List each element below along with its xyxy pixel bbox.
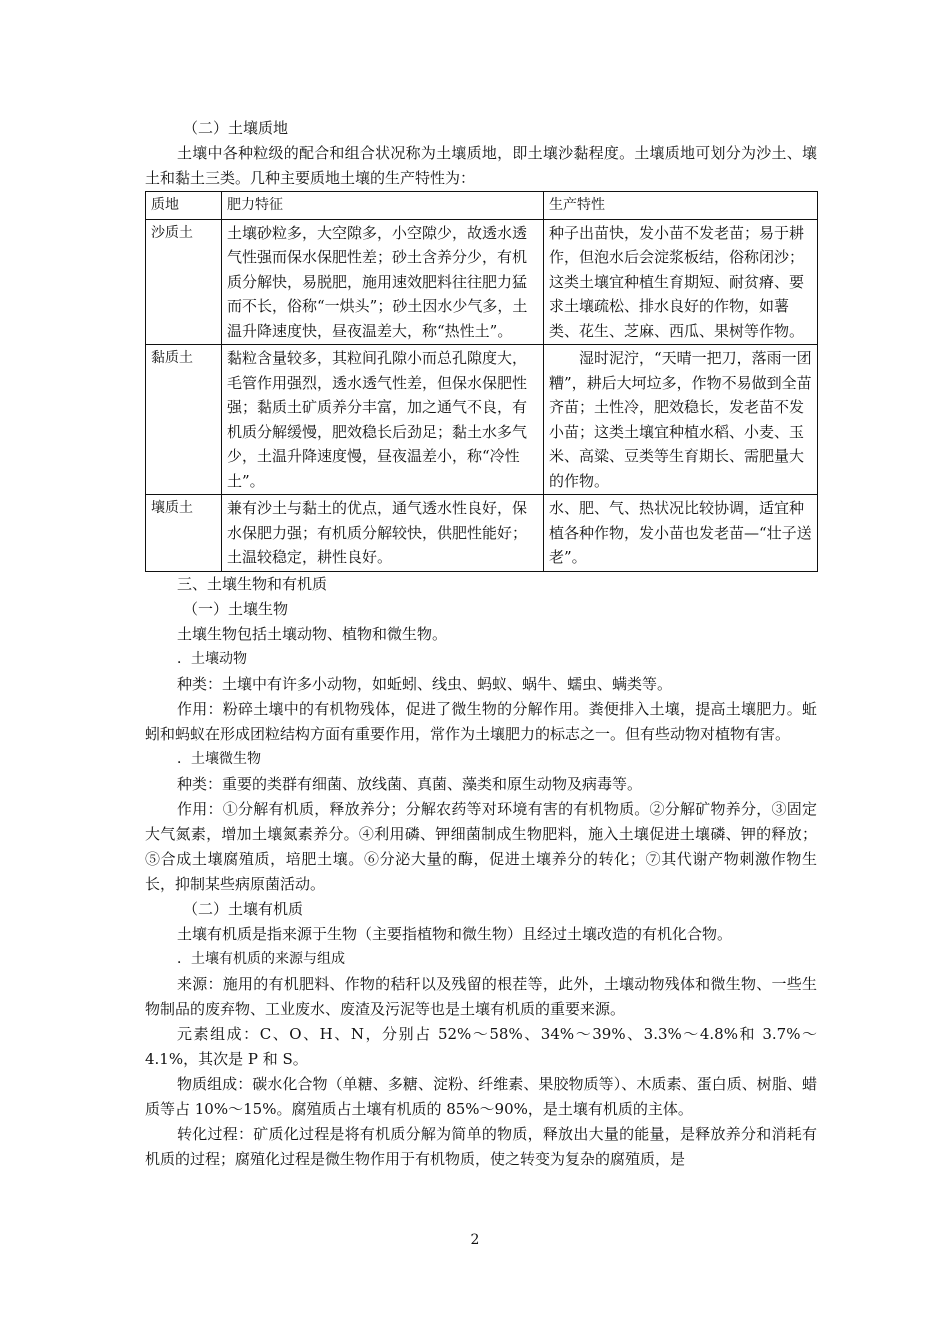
organic-transform: 转化过程：矿质化过程是将有机质分解为简单的物质，释放出大量的能量，是释放养分和消耗有机质的过程；腐殖化过程是微生物作用于有机物质，使之转变为复杂的腐殖质，是 [145,1124,817,1168]
row-production: 湿时泥泞，“天晴一把刀，落雨一团糟”，耕后大坷垃多，作物不易做到全苗齐苗；土性冷，肥效稳长，发老苗不发小苗；这类土壤宜种植水稻、小麦、玉米、高粱、豆类等生育期长、需肥量大的作物。 [544,345,818,495]
organic-heading: （二）土壤有机质 [183,899,304,918]
section-title-biology: 三、土壤生物和有机质 [177,574,328,593]
document-page [145,116,817,1172]
table-row [146,219,818,345]
animals-title: ．土壤动物 [177,650,247,667]
row-production: 水、肥、气、热状况比较协调，适宜种植各种作物，发小苗也发老苗—“壮子送老”。 [544,495,818,572]
micro-types: 种类：重要的类群有细菌、放线菌、真菌、藻类和原生动物及病毒等。 [177,774,643,793]
organic-source-title: ．土壤有机质的来源与组成 [177,950,345,967]
header-fertility: 肥力特征 [222,192,544,220]
page-number: 2 [470,1232,480,1248]
header-production: 生产特性 [544,192,818,220]
animals-types: 种类：土壤中有许多小动物，如蚯蚓、线虫、蚂蚁、蜗牛、蠕虫、螨类等。 [177,674,673,693]
row-fertility: 黏粒含量较多，其粒间孔隙小而总孔隙度大，毛管作用强烈，透水透气性差，但保水保肥性强；黏质土矿质养分丰富，加之通气不良，有机质分解缓慢，肥效稳长后劲足；黏土水多气少，土温升降速度慢，昼夜温差小，称“冷性土”。 [222,345,544,495]
table-header-row [146,192,818,220]
micro-role: 作用：①分解有机质，释放养分；分解农药等对环境有害的有机物质。②分解矿物养分，③固定大气氮素，增加土壤氮素养分。④利用磷、钾细菌制成生物肥料，施入土壤促进土壤磷、钾的释放；⑤合成土壤腐殖质，培肥土壤。⑥分泌大量的酶，促进土壤养分的转化；⑦其代谢产物刺激作物生长，抑制某些病原菌活动。 [145,799,817,893]
animals-role: 作用：粉碎土壤中的有机物残体，促进了微生物的分解作用。粪便排入土壤，提高土壤肥力。蚯蚓和蚂蚁在形成团粒结构方面有重要作用，常作为土壤肥力的标志之一。但有些动物对植物有害。 [145,699,817,743]
row-name: 黏质土 [146,345,222,495]
table-row [146,345,818,495]
micro-title: ．土壤微生物 [177,750,261,767]
biology-intro: 土壤生物包括土壤动物、植物和微生物。 [177,624,448,643]
organic-elements: 元素组成：C、O、H、N，分别占 52%～58%、34%～39%、3.3%～4.8%和 3.7%～4.1%，其次是 P 和 S。 [145,1024,817,1068]
header-texture: 质地 [146,192,222,220]
row-name: 沙质土 [146,219,222,345]
biology-heading: （一）土壤生物 [183,599,289,618]
table-row [146,495,818,572]
organic-intro: 土壤有机质是指来源于生物（主要指植物和微生物）且经过土壤改造的有机化合物。 [177,924,733,943]
row-name: 壤质土 [146,495,222,572]
soil-texture-table [145,191,818,572]
row-fertility: 兼有沙土与黏土的优点，通气透水性良好，保水保肥力强；有机质分解较快，供肥性能好；土温较稳定，耕性良好。 [222,495,544,572]
texture-intro: 土壤中各种粒级的配合和组合状况称为土壤质地，即土壤沙黏程度。土壤质地可划分为沙土、壤土和黏土三类。几种主要质地土壤的生产特性为： [145,144,817,187]
row-fertility: 土壤砂粒多，大空隙多，小空隙少，故透水透气性强而保水保肥性差；砂土含养分少，有机质分解快，易脱肥，施用速效肥料往往肥力猛而不长，俗称“一烘头”；砂土因水少气多，土温升降速度快，昼夜温差大，称“热性土”。 [222,219,544,345]
organic-source: 来源：施用的有机肥料、作物的秸秆以及残留的根茬等，此外，土壤动物残体和微生物、一些生物制品的废弃物、工业废水、废渣及污泥等也是土壤有机质的重要来源。 [145,974,817,1018]
texture-heading: （二）土壤质地 [183,119,289,137]
row-production: 种子出苗快，发小苗不发老苗；易于耕作，但泡水后会淀浆板结，俗称闭沙；这类土壤宜种植生育期短、耐贫瘠、要求土壤疏松、排水良好的作物，如薯类、花生、芝麻、西瓜、果树等作物。 [544,219,818,345]
organic-substances: 物质组成：碳水化合物（单糖、多糖、淀粉、纤维素、果胶物质等）、木质素、蛋白质、树脂、蜡质等占 10%～15%。腐殖质占土壤有机质的 85%～90%，是土壤有机质的主体。 [145,1074,817,1118]
